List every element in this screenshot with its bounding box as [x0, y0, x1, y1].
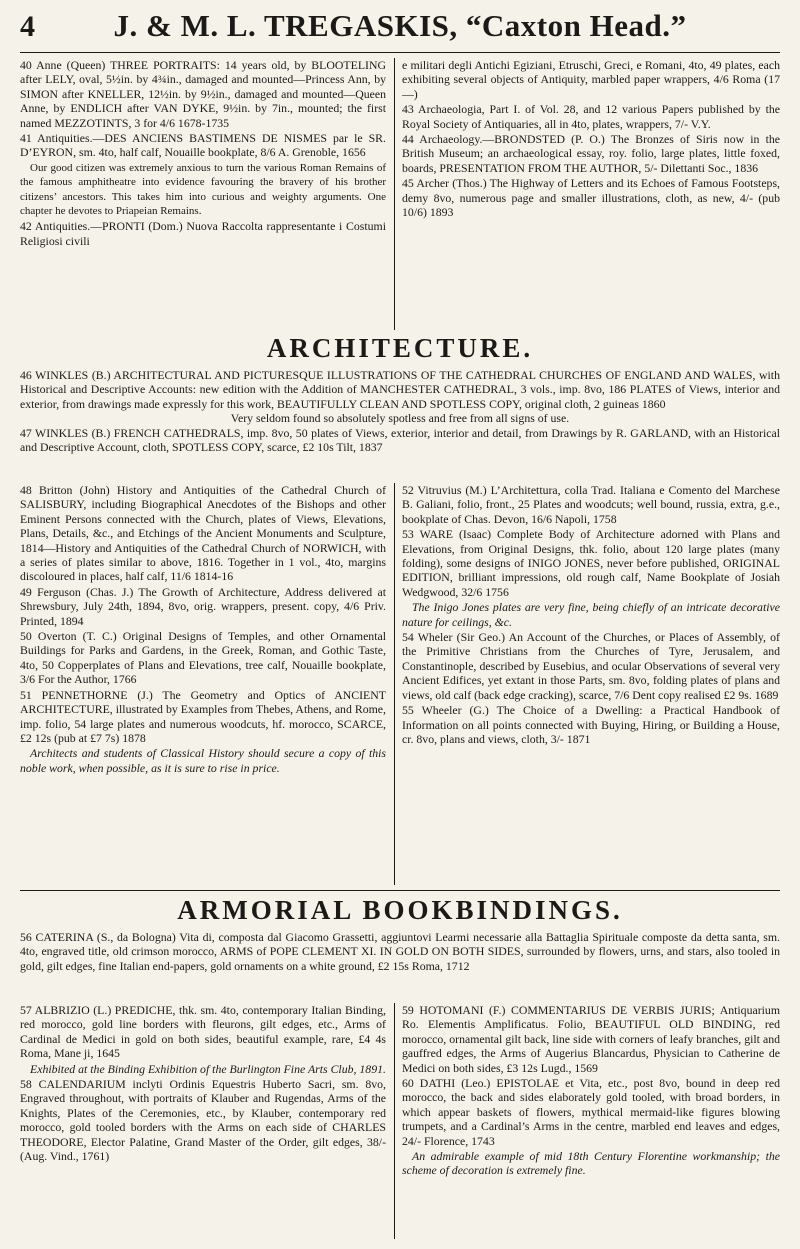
lot-48: 48 Britton (John) History and Antiquities of the Cathedral Church of SALISBURY, including Biographical Anecdotes of the Bishops and other Eminent Persons connected with the Church, plates of Views, Elevations, Plans, Details, &c., and Etchings of the Ancient Monuments and Sculpture, 1814—History and Antiquities of the Cathedral Church of NORWICH, with a series of plates similar to above, 1816. Together in 1 vol., 4to, margins discoloured in places, half calf, 11/6 1814-16 [20, 483, 386, 584]
page-number: 4 [20, 10, 35, 43]
section-heading-armorial-bookbindings: ARMORIAL BOOKBINDINGS. [177, 895, 623, 925]
lot-57-note: Exhibited at the Binding Exhibition of the Burlington Fine Arts Club, 1891. [30, 1061, 386, 1076]
lot-46-note: Very seldom found so absolutely spotless and free from all signs of use. [230, 411, 570, 426]
bindings-left-column [20, 1003, 386, 1164]
lot-51: 51 PENNETHORNE (J.) The Geometry and Optics of ANCIENT ARCHITECTURE, illustrated by Examples from Thebes, Athens, and Rome, imp. folio, 54 large plates and numerous woodcuts, hf. morocco, SCARCE, £2 12s (pub at £7 7s) 1878 [20, 687, 386, 745]
catalogue-title: J. & M. L. TREGASKIS, “Caxton Head.” [113, 8, 687, 43]
lot-60: 60 DATHI (Leo.) EPISTOLAE et Vita, etc., post 8vo, bound in deep red morocco, the back and sides elaborately gold tooled, with broad borders, in which appear baskets of flowers, mythical mermaid-like figures blowing trumpets, and a Cardinal’s Arms in the centre, marbled end leaves and edges, 24/- Florence, 1743 [402, 1076, 780, 1148]
architecture-left-column [20, 483, 386, 776]
section-heading-architecture: ARCHITECTURE. [266, 333, 534, 363]
lot-56: 56 CATERINA (S., da Bologna) Vita di, composta dal Giacomo Grassetti, aggiuntovi Learmi necessarie alla Battaglia Spirituale composte da detta santa, sm. 4to, engraved title, old crimson morocco, ARMS of POPE CLEMENT XI. IN GOLD ON BOTH SIDES, surrounded by flowers, urns, and stars, also tooled in gold, gilt edges, fine Italian end-papers, gold ornaments on a white ground, £2 15s Roma, 1712 [20, 930, 780, 973]
lot-53: 53 WARE (Isaac) Complete Body of Architecture adorned with Plans and Elevations, from Original Designs, thk. folio, about 120 large plates (many folding), some designs of INIGO JONES, never before published, ORIGINAL EDITION, brilliant impressions, old rough calf, Name Bookplate of Josiah Wedgwood, 32/6 1756 [402, 527, 780, 599]
lot-51-note: Architects and students of Classical History should secure a copy of this noble work, when possible, as it is sure to rise in price. [20, 746, 386, 775]
lot-41-note: Our good citizen was extremely anxious to turn the various Roman Remains of the famous amphitheatre into evidence favouring the bravery of his brother citizens’ ancestors. This takes him into curious and weighty arguments. One chapter he devotes to Priapeian Remains. [20, 161, 386, 218]
lot-55: 55 Wheeler (G.) The Choice of a Dwelling: a Practical Handbook of Information on all points connected with Buying, Hiring, or Building a House, cr. 8vo, plans and views, cloth, 3/- 1871 [402, 703, 780, 746]
lot-50: 50 Overton (T. C.) Original Designs of Temples, and other Ornamental Buildings for Parks and Gardens, in the Greek, Roman, and Gothic Taste, 4to, 50 Copperplates of Plans and Elevations, tree calf, Nouaille bookplate, 3/6 For the Author, 1766 [20, 629, 386, 687]
architecture-full-width [20, 368, 780, 454]
header-rule [20, 52, 780, 53]
lot-46: 46 WINKLES (B.) ARCHITECTURAL AND PICTURESQUE ILLUSTRATIONS OF THE CATHEDRAL CHURCHES OF ENGLAND AND WALES, with Historical and Descriptive Accounts: new edition with the Addition of MANCHESTER CATHEDRAL, 3 vols., imp. 8vo, 186 PLATES of Views, interior and exterior, from drawings made expressly for this work, BEAUTIFULLY CLEAN AND SPOTLESS COPY, original cloth, 2 guineas 1860 [20, 368, 780, 411]
bindings-full-width [20, 930, 780, 973]
lot-57: 57 ALBRIZIO (L.) PREDICHE, thk. sm. 4to, contemporary Italian Binding, red morocco, gold line borders with fleurons, gilt edges, etc., Arms of Cardinal de Medici in gold on both sides, beautiful example, rare, £4 4s Roma, Mane ji, 1645 [20, 1003, 386, 1061]
lot-45: 45 Archer (Thos.) The Highway of Letters and its Echoes of Famous Footsteps, demy 8vo, numerous page and smaller illustrations, cloth, as new, 4/- (pub 10/6) 1893 [402, 176, 780, 220]
lot-43: 43 Archaeologia, Part I. of Vol. 28, and 12 various Papers published by the Royal Society of Antiquaries, all in 4to, plates, wrappers, 7/- V.Y. [402, 102, 780, 131]
lot-54: 54 Wheler (Sir Geo.) An Account of the Churches, or Places of Assembly, of the Primitive Christians from the Churches of Tyre, Jerusalem, and Constantinople, described by Eusebius, and ocular Observations of several very Ancient Edifices, yet extant in those Parts, sm. 8vo, folding plates of plans and views, old calf (back edge cracking), scarce, 7/6 Dent copy realised £2 9s. 1689 [402, 630, 780, 702]
lot-41: 41 Antiquities.—DES ANCIENS BASTIMENS DE NISMES par le SR. D’EYRON, sm. 4to, half calf, Nouaille bookplate, 8/6 A. Grenoble, 1656 [20, 131, 386, 160]
lot-40: 40 Anne (Queen) THREE PORTRAITS: 14 years old, by BLOOTELING after LELY, oval, 5½in. by 4¾in., damaged and mounted—Princess Ann, by SIMON after KNELLER, 12½in. by 9½in., damaged and mounted—Queen Anne, by ENDLICH after VAN DYKE, 9½in. by 7in., mounted; the first named MEZZOTINTS, 3 for 4/6 1678-1735 [20, 58, 386, 130]
lot-58: 58 CALENDARIUM inclyti Ordinis Equestris Huberto Sacri, sm. 8vo, Engraved throughout, with portraits of Klauber and Rugendas, Arms of the Knights, Plates of the Ceremonies, etc., by Klauber, contemporary red morocco, gold tooled borders with the Arms on each side of CHARLES THEODORE, Elector Palatine, Grand Master of the Order, gilt edges, 38/- (Aug. Vind., 1761) [20, 1077, 386, 1164]
column-divider [394, 1003, 395, 1239]
page-header [20, 8, 780, 48]
lot-49: 49 Ferguson (Chas. J.) The Growth of Architecture, Address delivered at Shrewsbury, July 24th, 1894, 8vo, orig. wrappers, present. copy, 4/6 Priv. Printed, 1894 [20, 584, 386, 628]
column-divider [394, 58, 395, 330]
lot-52: 52 Vitruvius (M.) L’Architettura, colla Trad. Italiana e Comento del Marchese B. Galiani, folio, front., 25 Plates and woodcuts; well bound, russia, extra, g.e., bookplate of Chas. Devon, 16/6 Napoli, 1758 [402, 483, 780, 526]
top-left-column [20, 58, 386, 249]
lot-53-note: The Inigo Jones plates are very fine, being chiefly of an intricate decorative nature for ceilings, &c. [402, 600, 780, 629]
lot-42: 42 Antiquities.—PRONTI (Dom.) Nuova Raccolta rappresentante i Costumi Religiosi civili [20, 219, 386, 248]
lot-59: 59 HOTOMANI (F.) COMMENTARIUS DE VERBIS JURIS; Antiquarium Ro. Elementis Amplificatus. Folio, BEAUTIFUL OLD BINDING, red morocco, ornamental gilt back, line side with corners of leafy branches, gilt and gauffred edges, the Arms of Augerius Blancardus, Physician to Catherine de Medici on both sides, £3 12s Lugd., 1569 [402, 1003, 780, 1075]
architecture-right-column [402, 483, 780, 747]
column-divider [394, 483, 395, 885]
lot-47: 47 WINKLES (B.) FRENCH CATHEDRALS, imp. 8vo, 50 plates of Views, exterior, interior and detail, from Drawings by R. GARLAND, with an Historical and Descriptive Account, cloth, SPOTLESS COPY, scarce, £2 10s Tilt, 1837 [20, 425, 780, 455]
lot-60-note: An admirable example of mid 18th Century Florentine workmanship; the scheme of decoration is extremely fine. [402, 1149, 780, 1178]
section-rule [20, 890, 780, 891]
bindings-right-column [402, 1003, 780, 1179]
lot-44: 44 Archaeology.—BRONDSTED (P. O.) The Bronzes of Siris now in the British Museum; an archaeological essay, roy. folio, large plates, little foxed, boards, PRESENTATION FROM THE AUTHOR, 5/- Dilettanti Soc., 1836 [402, 132, 780, 175]
lot-42-continued: e militari degli Antichi Egiziani, Etruschi, Greci, e Romani, 4to, 49 plates, each exhibiting several objects of Antiquity, marbled paper wrappers, 4/6 Roma (17—) [402, 58, 780, 101]
top-right-column [402, 58, 780, 220]
